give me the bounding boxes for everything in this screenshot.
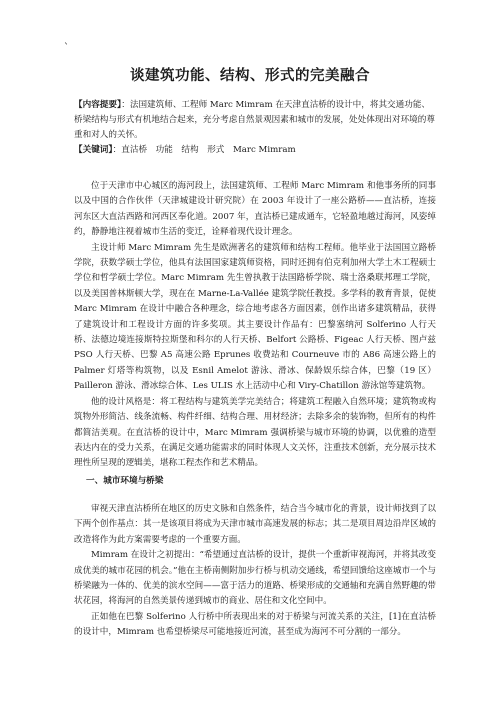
intro-paragraph: 他的设计风格是：将工程结构与建筑美学完美结合；将建筑工程融入自然环境；建筑物或构筑物外形简洁、线条流畅、构件纤细、结构合理、用材经济；去除多余的装饰物，但所有的构件都简洁美观。在直沽桥的设计中，Marc Mimram 强调桥梁与城市环境的协调，以优雅的造型表达内在的受力关系，在满足交通功能需求的同时体现人文关怀，注重技术创新，充分展示技术理性所呈现的逻辑美，堪称工程杰作和艺术精品。 [74, 396, 436, 469]
section-paragraph: 正如他在巴黎 Solferino 人行桥中所表现出来的对于桥梁与河流关系的关注，[1]在直沽桥的设计中，Mimram 也希望桥梁尽可能地接近河流，甚至成为海河不可分割的一部分。 [74, 611, 436, 638]
section-heading: 一、城市环境与桥梁 [86, 476, 164, 486]
abstract-label: 【内容提要】 [74, 100, 122, 110]
header-mark: ` [64, 43, 69, 54]
intro-paragraph: 位于天津市中心城区的海河段上，法国建筑师、工程师 Marc Mimram 和他事务所的同事以及中国的合作伙伴（天津城建设计研究院）在 2003 年设计了一座公路桥——直沽桥，连接河东区大直沽西路和河西区奉化道。2007 年，直沽桥已建成通车，它轻盈地越过海河，风姿绰约，静静地注视着城市生活的变迁，诠释着现代设计理念。 [74, 181, 436, 238]
section-1-body [74, 502, 436, 641]
abstract [74, 98, 436, 143]
keywords-text: ：直沽桥 功能 结构 形式 Marc Mimram [112, 145, 296, 155]
page-title: 谈建筑功能、结构、形式的完美融合 [130, 67, 370, 84]
keywords [74, 143, 436, 158]
section-paragraph: 审视天津直沽桥所在地区的历史文脉和自然条件，结合当今城市化的背景，设计师找到了以下两个创作基点：其一是该项目将成为天津市城市高速发展的标志；其二是项目周边沿岸区域的改造将作为此方案需要考虑的一个重要方面。 [74, 504, 436, 545]
section-paragraph: Mimram 在设计之初提出：“希望通过直沽桥的设计，提供一个重新审视海河，并将其改变成优美的城市花园的机会。”他在主桥南侧附加步行桥与机动交通线，希望回馈给这座城市一个与桥梁融为一体的、优美的滨水空间——富于活力的道路、桥梁形成的交通轴和充满自然野趣的带状花园，将海河的自然美景传递到城市的商业、居住和文化空间中。 [74, 550, 436, 607]
intro-paragraph: 主设计师 Marc Mimram 先生是欧洲著名的建筑师和结构工程师。他毕业于法国国立路桥学院，获数学硕士学位，他具有法国国家建筑师资格，同时还拥有伯克利加州大学土木工程硕士学位和哲学硕士学位。Marc Mimram 先生曾执教于法国路桥学院、瑞士洛桑联邦理工学院，以及美国普林斯顿大学，现在在 Marne-La-Vallée 建筑学院任教授。多学科的教育背景，促使 Marc Mimram 在设计中融合各种理念，综合地考虑各方面因素，创作出诸多建筑精品，获得了建筑设计和工程设计方面的许多奖项。其主要设计作品有：巴黎塞纳河 Solferino 人行天桥、法德边境连接斯特拉斯堡和科尔的人行天桥、Belfort 公路桥、Figeac 人行天桥、图卢兹 PSO 人行天桥、巴黎 A5 高速公路 Eprunes 收费站和 Courneuve 市的 A86 高速公路上的 Palmer 灯塔等构筑物，以及 Esnil Amelot 游泳、滑冰、保龄娱乐综合体，巴黎（19 区）Pailleron 游泳、滑冰综合体、Les ULIS 水上活动中心和 Viry-Chatillon 游泳馆等建筑物。 [74, 242, 436, 392]
intro-section [74, 179, 436, 472]
keywords-label: 【关键词】 [74, 145, 113, 155]
abstract-text: ：法国建筑师、工程师 Marc Mimram 在天津直沽桥的设计中，将其交通功能、桥梁结构与形式有机地结合起来，充分考虑自然景观因素和城市的发展，处处体现出对环境的尊重和对人的关怀。 [74, 100, 435, 140]
